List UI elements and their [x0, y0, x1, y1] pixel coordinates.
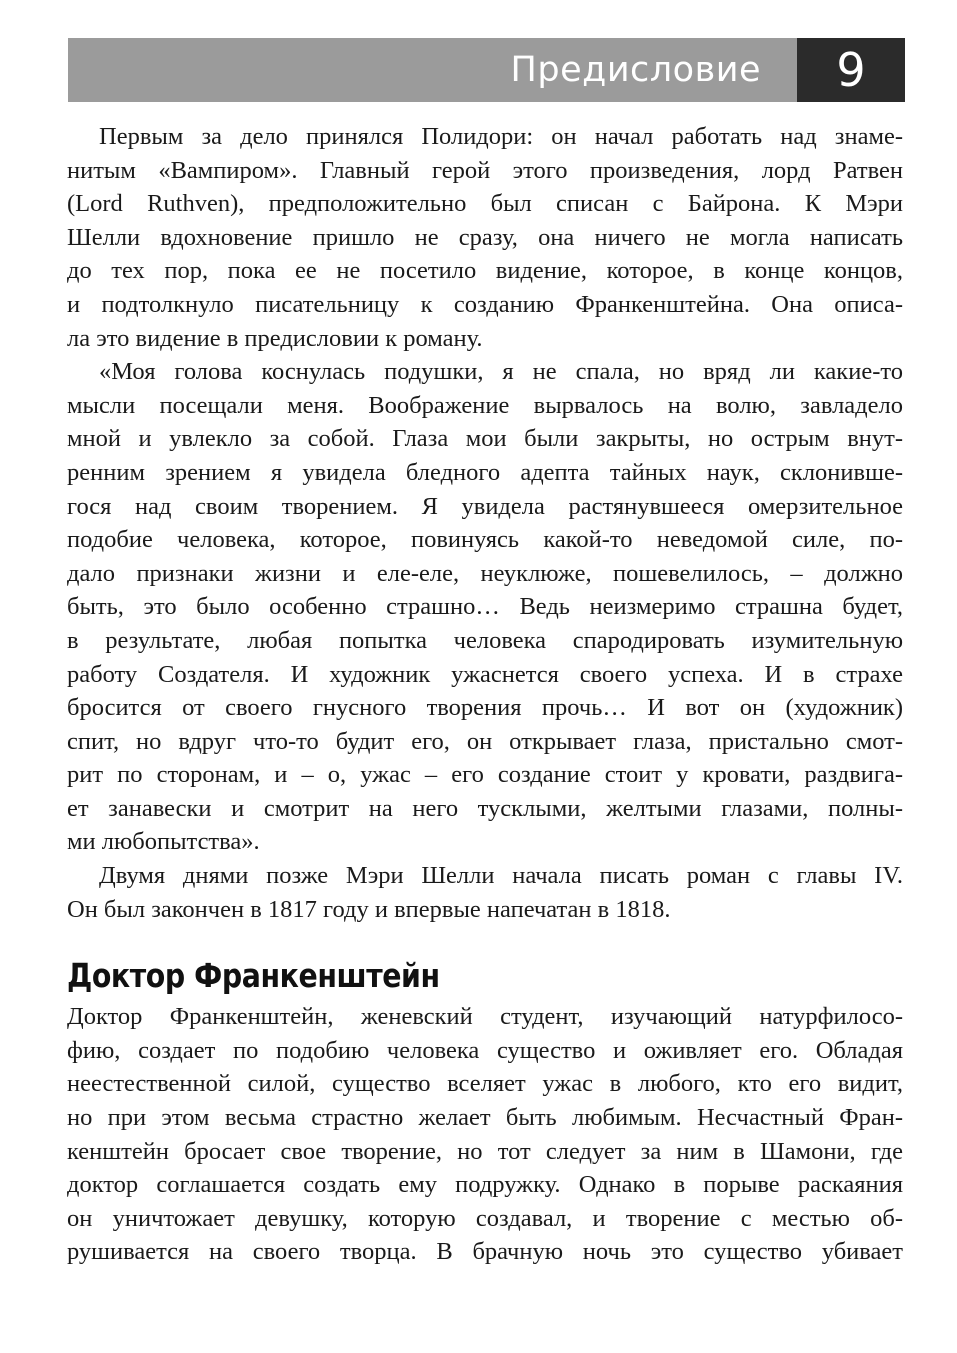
text-line: до тех пор, пока ее не посетило видение, которое, в конце концов, [67, 257, 903, 285]
text-line: он уничтожает девушку, которую создавал, и творение с местью об- [67, 1204, 903, 1232]
text-line: дало признаки жизни и еле-еле, неуклюже, пошевелилось, – должно [67, 559, 903, 587]
text-line: подобие человека, которое, повинуясь какой-то неведомой силе, по- [67, 526, 903, 554]
text-line: рит по сторонам, и – о, ужас – его создание стоит у кровати, раздвига- [67, 761, 903, 789]
page-number: 9 [836, 43, 866, 97]
paragraph-quote [67, 355, 903, 859]
text-line: работу Создателя. И художник ужаснется своего успеха. И в страхе [67, 660, 903, 688]
text-line: ми любопытства». [67, 828, 260, 856]
text-line: неестественной силой, существо вселяет ужас в любого, кто его видит, [67, 1070, 903, 1098]
text-line: мысли посещали меня. Воображение вырвалось на волю, завладело [67, 391, 903, 419]
page-number-box [797, 38, 905, 102]
text-line: ла это видение в предисловии к роману. [67, 324, 483, 352]
text-line: в результате, любая попытка человека спародировать изумительную [67, 626, 903, 654]
text-line: Доктор Франкенштейн, женевский студент, изучающий натурфилосо- [67, 1003, 903, 1031]
text-line: ет занавески и смотрит на него тусклыми, желтыми глазами, полны- [67, 794, 903, 822]
running-header [68, 38, 905, 102]
text-line: и подтолкнуло писательницу к созданию Франкенштейна. Она описа- [67, 290, 903, 318]
text-line: Он был закончен в 1817 году и впервые напечатан в 1818. [67, 895, 671, 923]
paragraph-frankenstein [67, 1000, 903, 1269]
text-line: кенштейн бросает свое творение, но тот следует за ним в Шамони, где [67, 1137, 903, 1165]
text-line: нитым «Вампиром». Главный герой этого произведения, лорд Ратвен [67, 156, 903, 184]
paragraph-publication [67, 859, 903, 926]
text-line: но при этом весьма страстно желает быть любимым. Несчастный Фран- [67, 1104, 903, 1132]
text-line: «Моя голова коснулась подушки, я не спала, но вряд ли какие-то [99, 358, 903, 386]
text-line: доктор соглашается создать ему подружку. Однако в порыве раскаяния [67, 1171, 903, 1199]
text-line: гося над своим творением. Я увидела растянувшееся омерзительное [67, 492, 903, 520]
text-line: Двумя днями позже Мэри Шелли начала писать роман с главы IV. [99, 862, 903, 890]
text-line: бросится от своего гнусного творения прочь… И вот он (художник) [67, 694, 903, 722]
text-line: Первым за дело принялся Полидори: он начал работать над знаме- [99, 123, 903, 150]
text-line: рушивается на своего творца. В брачную ночь это существо убивает [67, 1238, 903, 1266]
text-line: фию, создает по подобию человека существо и оживляет его. Обладая [67, 1036, 903, 1064]
header-title: Предисловие [510, 50, 761, 90]
text-line: спит, но вдруг что-то будит его, он открывает глаза, пристально смот- [67, 727, 903, 755]
text-line: Шелли вдохновение пришло не сразу, она ничего не могла написать [67, 223, 903, 251]
page-body [67, 120, 903, 1269]
text-line: быть, это было особенно страшно… Ведь неизмеримо страшна будет, [67, 593, 903, 621]
text-line: мной и увлекло за собой. Глаза мои были закрыты, но острым внут- [67, 425, 903, 453]
text-line: ренним зрением я увидела бледного адепта тайных наук, склонивше- [67, 458, 903, 486]
text-line: (Lord Ruthven), предположительно был списан с Байрона. К Мэри [67, 190, 903, 218]
section-heading: Доктор Франкенштейн [67, 956, 440, 996]
header-title-band [68, 38, 797, 102]
paragraph-polidori [67, 120, 903, 355]
